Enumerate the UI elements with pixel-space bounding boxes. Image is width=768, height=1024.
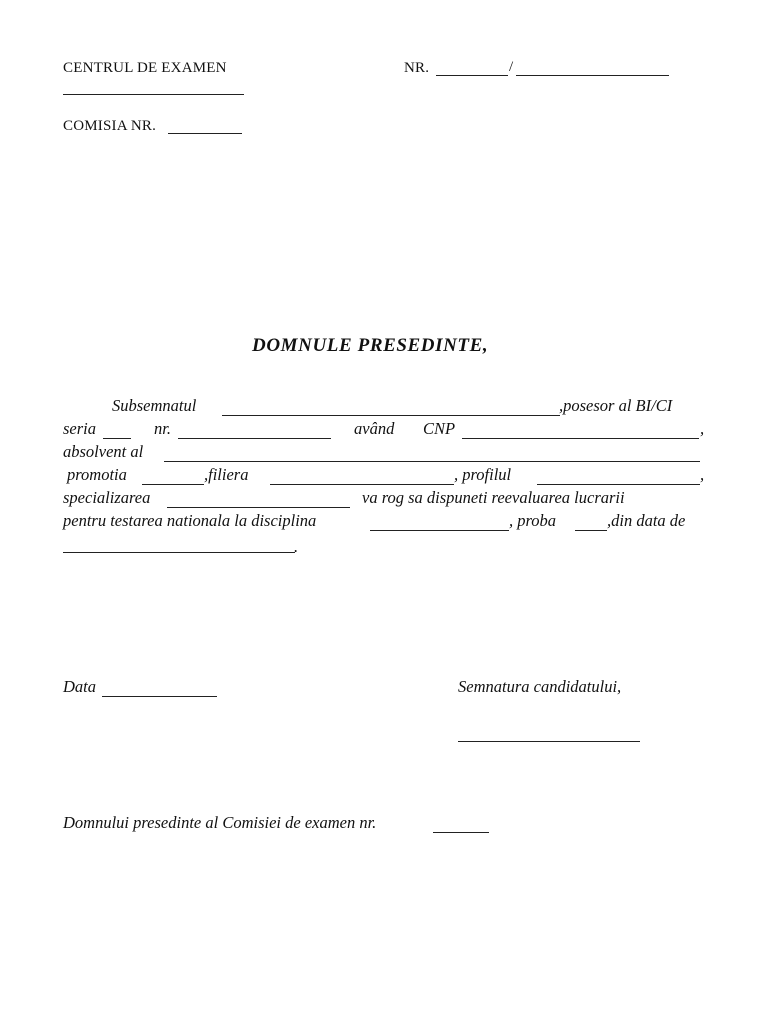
having-label: având xyxy=(354,419,395,438)
registration-number-label: NR. xyxy=(404,60,430,76)
cnp-comma: , xyxy=(700,419,705,438)
graduation-year-blank xyxy=(142,484,204,485)
registration-number-blank xyxy=(436,75,508,76)
cnp-blank xyxy=(462,438,699,439)
commission-exam-number-blank xyxy=(433,832,489,833)
exam-part-label: , proba xyxy=(509,511,557,530)
name-blank xyxy=(222,415,560,416)
commission-number-label: COMISIA NR. xyxy=(63,118,157,134)
sentence-period: . xyxy=(294,537,299,556)
exam-part-blank xyxy=(575,530,607,531)
id-holder-label: ,posesor al BI/CI xyxy=(559,396,673,415)
salutation-title: DOMNULE PRESEDINTE, xyxy=(252,335,489,356)
series-blank xyxy=(103,438,131,439)
commission-number-blank xyxy=(168,133,242,134)
profile-blank xyxy=(537,484,700,485)
request-text: va rog sa dispuneti reevaluarea lucrarii xyxy=(362,488,625,507)
track-blank xyxy=(270,484,454,485)
subject-blank xyxy=(370,530,509,531)
graduate-label: absolvent al xyxy=(63,442,144,461)
exam-date-label: ,din data de xyxy=(607,511,686,530)
graduation-year-label: promotia xyxy=(67,465,127,484)
cnp-label: CNP xyxy=(423,419,456,438)
series-label: seria xyxy=(63,419,96,438)
undersigned-label: Subsemnatul xyxy=(112,396,197,415)
school-blank xyxy=(164,461,700,462)
signature-blank xyxy=(458,741,640,742)
exam-center-label: CENTRUL DE EXAMEN xyxy=(63,60,227,76)
specialization-blank xyxy=(167,507,350,508)
exam-date-blank xyxy=(63,552,295,553)
specialization-label: specializarea xyxy=(63,488,151,507)
profile-label: , profilul xyxy=(454,465,512,484)
track-label: ,filiera xyxy=(204,465,249,484)
candidate-signature-label: Semnatura candidatului, xyxy=(458,677,622,696)
exam-center-blank xyxy=(63,94,244,95)
id-number-blank xyxy=(178,438,331,439)
profile-comma: , xyxy=(700,465,705,484)
registration-date-blank xyxy=(516,75,669,76)
addressee-line: Domnului presedinte al Comisiei de examen nr. xyxy=(63,813,377,832)
registration-number-separator: / xyxy=(509,59,514,75)
date-label: Data xyxy=(63,677,96,696)
test-subject-label: pentru testarea nationala la disciplina xyxy=(63,511,317,530)
date-blank xyxy=(102,696,217,697)
id-number-label: nr. xyxy=(154,419,171,438)
